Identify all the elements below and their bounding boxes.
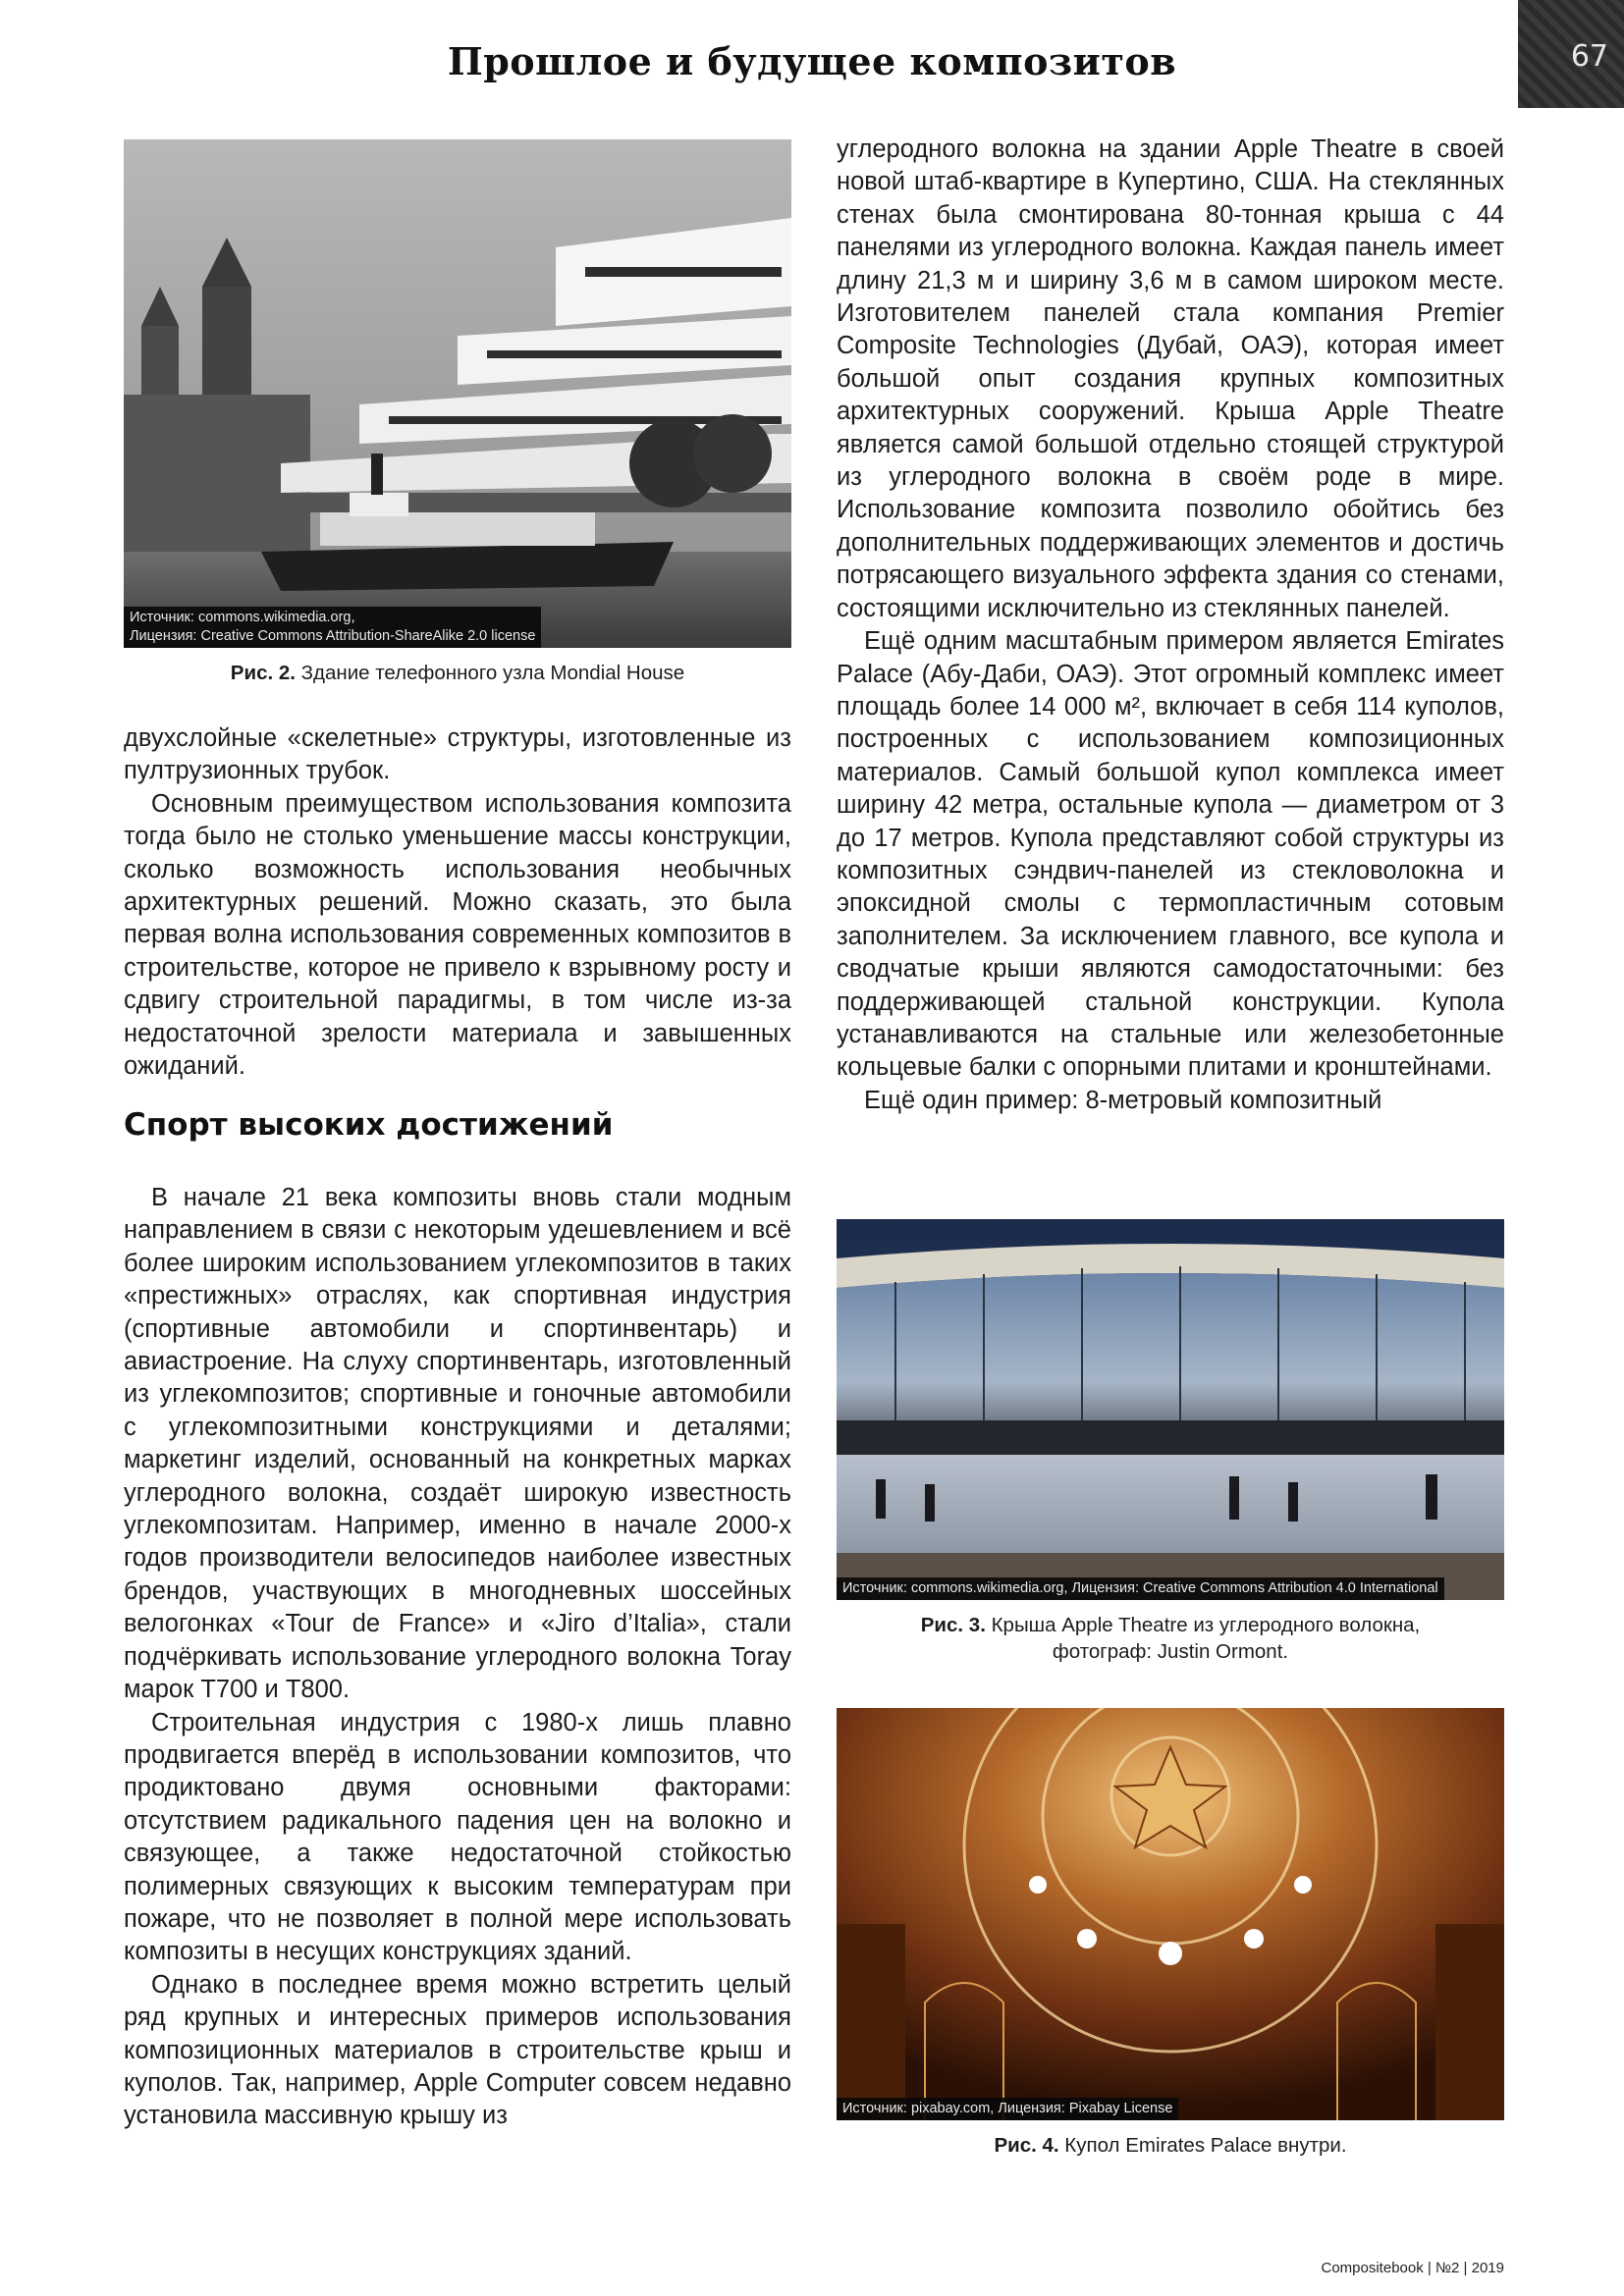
paragraph: Строительная индустрия с 1980-х лишь плавно продвигается вперёд в использовании композитов, что продиктовано двумя основными факторами: отсутствием радикального падения цен на волокно и связующее, а также недостаточной стойкостью полимерных связующих к высоким температурам при пожаре, что не позволяет в полной мере использовать композиты в несущих конструкциях зданий. — [124, 1708, 791, 1966]
figure-apple-theatre — [837, 1219, 1504, 1600]
figure-credit: Источник: commons.wikimedia.org, Лицензия: Creative Commons Attribution-ShareAlike 2.0 license — [124, 607, 541, 648]
mondial-house-photo — [124, 139, 791, 648]
page-number-badge — [1518, 0, 1624, 108]
figure-credit: Источник: commons.wikimedia.org, Лицензия: Creative Commons Attribution 4.0 International — [837, 1577, 1444, 1600]
paragraph: углеродного волокна на здании Apple Theatre в своей новой штаб-квартире в Купертино, США. На стеклянных стенах была смонтирована 80-тонная крыша с 44 панелями из углеродного волокна. Каждая панель имеет длину 21,3 м и ширину 3,6 м в самом широком месте. Изготовителем панелей стала компания Premier Composite Technologies (Дубай, ОАЭ), которая имеет большой опыт создания крупных композитных архитектурных сооружений. Крыша Apple Theatre является самой большой отдельно стоящей структурой из углеродного волокна в своём роде в мире. Использование композита позволило обойтись без дополнительных поддерживающих элементов и достичь потрясающего визуального эффекта здания со стенами, состоящими исключительно из стеклянных панелей. — [837, 135, 1504, 622]
section-heading: Спорт высоких достижений — [124, 1107, 614, 1143]
figure-credit: Источник: pixabay.com, Лицензия: Pixabay License — [837, 2098, 1178, 2120]
figure-emirates-dome — [837, 1708, 1504, 2120]
page-number: 67 — [1570, 39, 1608, 74]
figure-caption: Рис. 3. Крыша Apple Theatre из углеродного волокна, фотограф: Justin Ormont. — [920, 1614, 1421, 1663]
figure-mondial-house — [124, 139, 791, 648]
paragraph: Однако в последнее время можно встретить целый ряд крупных и интересных примеров использования композиционных материалов в строительстве крыш и куполов. Так, например, Apple Computer совсем недавно установила массивную крышу из — [124, 1970, 791, 2130]
left-column-text-bottom — [124, 1182, 791, 2133]
paragraph: двухслойные «скелетные» структуры, изготовленные из пултрузионных трубок. — [124, 724, 791, 785]
right-column-text — [837, 133, 1504, 1117]
figure-caption: Рис. 4. Купол Emirates Palace внутри. — [994, 2134, 1347, 2157]
figure-caption: Рис. 2. Здание телефонного узла Mondial House — [230, 662, 685, 684]
paragraph: Ещё одним масштабным примером является Emirates Palace (Абу-Даби, ОАЭ). Этот огромный комплекс имеет площадь более 14 000 м², включает в себя 114 куполов, построенных с использованием композиционных материалов. Самый большой купол комплекса имеет ширину 42 метра, остальные купола — диаметром от 3 до 17 метров. Купола представляют собой структуры из композитных сэндвич-панелей из стекловолокна и эпоксидной смолы с термопластичным сотовым заполнителем. За исключением главного, все купола и сводчатые крыши являются самодостаточными: без поддерживающей стальной конструкции. Купола устанавливаются на стальные или железобетонные кольцевые балки с опорными плитами и кронштейнами. — [837, 627, 1504, 1082]
page-title: Прошлое и будущее композитов — [447, 39, 1177, 83]
paragraph: В начале 21 века композиты вновь стали модным направлением в связи с некоторым удешевлением и всё более широким использованием углекомпозитов в таких «престижных» отраслях, как спортивная индустрия (спортивные автомобили и спортинвентарь) и авиастроение. На слуху спортинвентарь, изготовленный из углекомпозитов; спортивные и гоночные автомобили с углекомпозитными конструкциями и деталями; маркетинг изделий, основанный на конкретных марках углеродного волокна, создаёт широкую известность углекомпозитам. Например, именно в начале 2000-х годов производители велосипедов наиболее известных брендов, участвующих в многодневных шоссейных велогонках «Tour de France» и «Jiro d’Italia», стали подчёркивать использование углеродного волокна Toray марок T700 и T800. — [124, 1184, 791, 1704]
apple-theatre-photo — [837, 1219, 1504, 1600]
paragraph: Основным преимуществом использования композита тогда было не столько уменьшение массы конструкции, сколько возможность использования необычных архитектурных решений. Можно сказать, это была первая волна использования современных композитов в строительстве, которое не привело к взрывному росту и сдвигу строительной парадигмы, в том числе из-за недостаточной зрелости материала и завышенных ожиданий. — [124, 789, 791, 1081]
footer: Compositebook | №2 | 2019 — [1321, 2260, 1504, 2276]
paragraph: Ещё один пример: 8-метровый композитный — [864, 1086, 1382, 1114]
emirates-dome-photo — [837, 1708, 1504, 2120]
left-column-text-top — [124, 722, 791, 1083]
